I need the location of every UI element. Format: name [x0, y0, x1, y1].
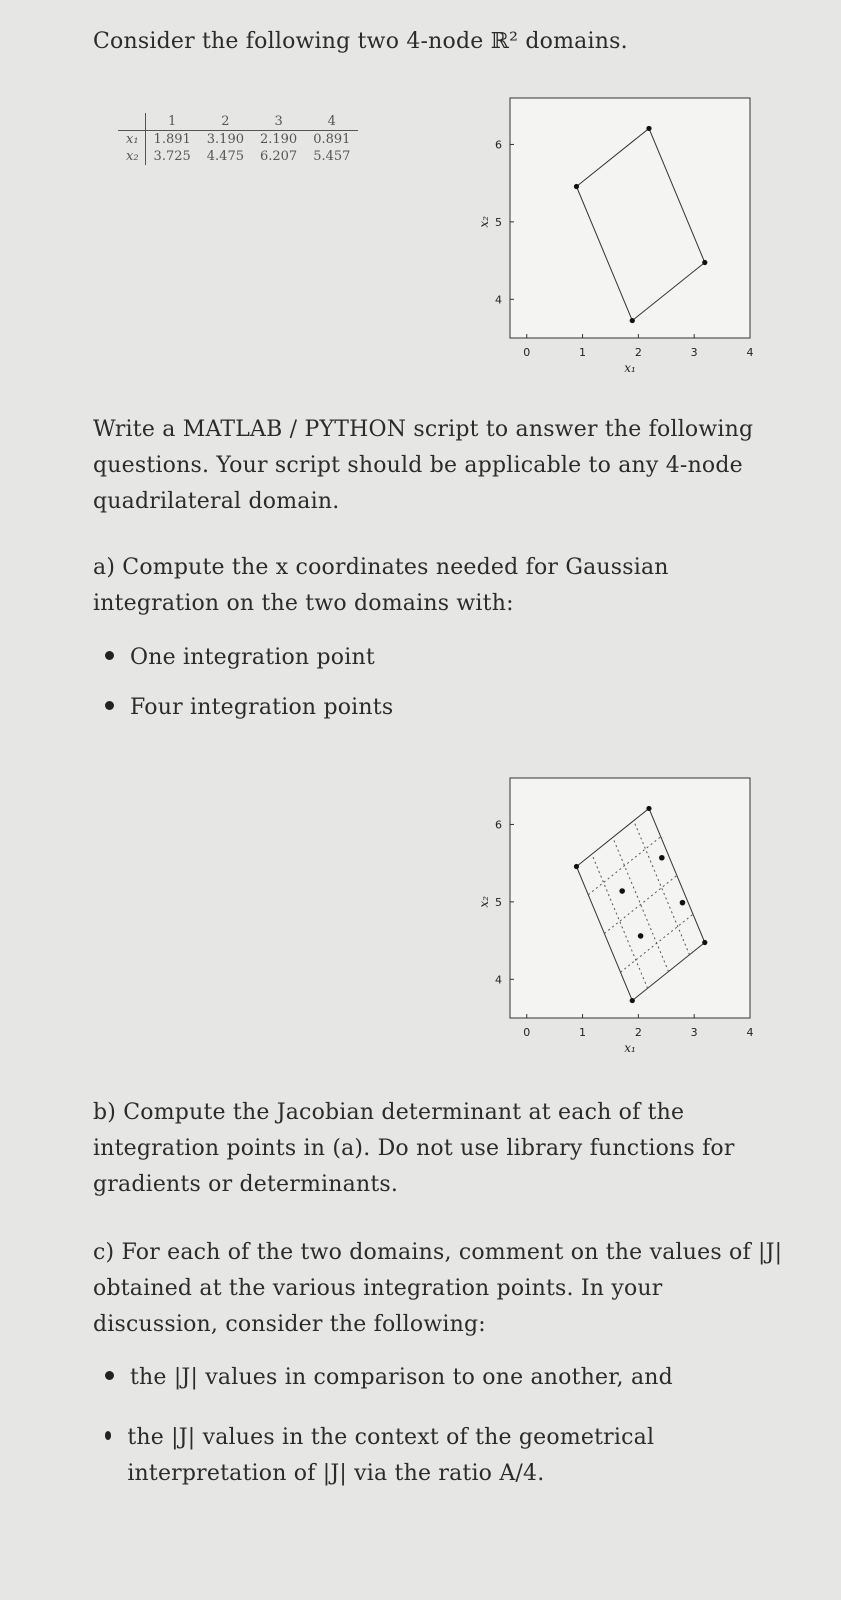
node-point: [702, 940, 707, 945]
bullet-text: One integration point: [130, 645, 375, 670]
bullet-icon: [105, 701, 114, 710]
node-point: [630, 318, 635, 323]
y-axis-label: x₂: [477, 216, 491, 228]
part-a-bullet-2: [105, 690, 393, 726]
table-cell: 4.475: [206, 149, 244, 164]
table-cell: 5.457: [313, 149, 351, 164]
x-tick-label: 4: [746, 346, 754, 359]
part-c-text: c) For each of the two domains, comment on the values of |J| obtained at the various integration points. In your discussion, consider the following:: [93, 1240, 783, 1337]
part-a-text: a) Compute the x coordinates needed for Gaussian integration on the two domains with:: [93, 555, 669, 616]
y-tick-label: 4: [495, 293, 502, 307]
part-c-bullet-1: [105, 1360, 785, 1396]
node-point: [630, 998, 635, 1003]
bullet-icon: [105, 651, 114, 660]
node-point: [574, 864, 579, 869]
integration-point: [659, 855, 665, 861]
node-point: [702, 260, 707, 265]
integration-point: [619, 888, 625, 894]
y-tick-label: 5: [495, 215, 502, 229]
integration-point: [638, 933, 644, 939]
bullet-icon: [105, 1371, 114, 1380]
bullet-text: the |J| values in the context of the geometrical interpretation of |J| via the ratio A/4.: [127, 1425, 655, 1486]
x-tick-label: 1: [579, 1026, 587, 1039]
y-tick-label: 4: [495, 973, 502, 987]
table-row: [118, 148, 358, 165]
column-header: 4: [305, 113, 358, 131]
bullet-icon: [105, 1431, 111, 1440]
plot-frame: [510, 98, 750, 338]
bullet-text: Four integration points: [130, 695, 394, 720]
x-tick-label: 3: [690, 346, 698, 359]
y-tick-label: 6: [495, 138, 502, 152]
part-c-bullet-2: [105, 1420, 795, 1492]
x-tick-label: 1: [579, 346, 587, 359]
part-b-text: b) Compute the Jacobian determinant at each of the integration points in (a). Do not use library functions for gradients or determinants.: [93, 1100, 735, 1197]
y-axis-label: x₂: [477, 896, 491, 908]
x-tick-label: 2: [634, 346, 642, 359]
row-label: x₂: [118, 148, 145, 165]
node-point: [646, 806, 651, 811]
table-cell: 6.207: [259, 149, 298, 164]
table-cell: 2.190: [259, 132, 298, 147]
plot-frame: [510, 778, 750, 1018]
column-header: 2: [199, 113, 252, 131]
x-axis-label: x₁: [624, 1041, 636, 1055]
x-tick-label: 2: [634, 1026, 642, 1039]
domain-plot-2: [470, 770, 810, 1070]
domain-plot-1: [470, 90, 810, 390]
row-label: x₁: [118, 131, 145, 149]
node-point: [646, 126, 651, 131]
table-cell: 3.725: [153, 149, 191, 164]
bullet-text: the |J| values in comparison to one another, and: [130, 1365, 673, 1390]
prompt-text: Write a MATLAB / PYTHON script to answer the following questions. Your script should be applicable to any 4-node quadrilateral domain.: [93, 417, 754, 514]
table-cell: 3.190: [206, 132, 244, 147]
intro-text: Consider the following two 4-node ℝ² domains.: [93, 29, 628, 54]
x-tick-label: 0: [523, 1026, 531, 1039]
node-coordinates-table: [118, 113, 358, 165]
x-tick-label: 4: [746, 1026, 754, 1039]
part-a-bullet-1: [105, 640, 375, 676]
y-tick-label: 6: [495, 818, 502, 832]
x-tick-label: 0: [523, 346, 531, 359]
node-point: [574, 184, 579, 189]
table-cell: 0.891: [313, 132, 351, 147]
column-header: 3: [252, 113, 305, 131]
column-header: 1: [145, 113, 199, 131]
table-row: [118, 131, 358, 149]
y-tick-label: 5: [495, 895, 502, 909]
integration-point: [680, 900, 686, 906]
x-tick-label: 3: [690, 1026, 698, 1039]
table-cell: 1.891: [153, 132, 191, 147]
table-header-row: [118, 113, 358, 131]
x-axis-label: x₁: [624, 361, 636, 375]
